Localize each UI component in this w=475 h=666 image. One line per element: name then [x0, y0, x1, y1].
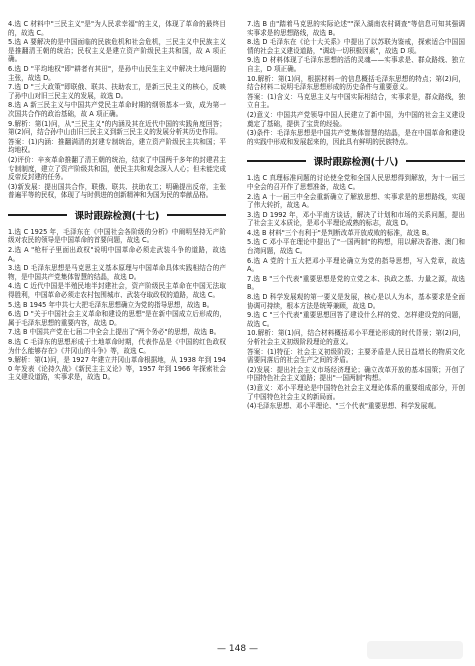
answer-entry: 8.选 D 科学发展观的第一要义是发展，核心是以人为本，基本要求是全面协调可持续，根本方法是统筹兼顾，故选 D。	[247, 293, 465, 310]
answer-entry: 6.选 D "平均地权"即"耕者有其田"，是孙中山民生主义中解决土地问题的主张，故选 D。	[8, 64, 226, 82]
left-column	[8, 20, 226, 383]
answer-entry: 8.选 A 新三民主义与中国共产党民主革命时期的纲领基本一致，成为第一次国共合作的政治基础，故 A 项正确。	[8, 101, 226, 118]
answer-entry: (3)意义：邓小平理论是中国特色社会主义理论体系的重要组成部分，开创了中国特色社会主义的新局面。	[247, 383, 465, 401]
answer-entry: 7.选 B 由"踏着马克思的实际论述""深入湖南农村调查"等信息可知其强调实事求是的思想路线，故选 B。	[247, 20, 465, 37]
answer-entry: 答案：(1)含义：马克思主义与中国实际相结合，实事求是，群众路线，独立自主。	[247, 92, 465, 110]
watermark-logo	[367, 641, 463, 659]
answer-entry: (2)发展：提出社会主义市场经济理论；确立改革开放的基本国策；开创了中国特色社会主义道路；提出"一国两制"构想。	[247, 365, 465, 383]
answer-entry: 1.选 C 1925 年，毛泽东在《中国社会各阶级的分析》中阐明坚持无产阶级对农民的领导是中国革命的首要问题，故选 C。	[8, 227, 226, 245]
page-number: — 148 —	[217, 644, 258, 654]
answer-entry: 5.选 B 1945 年中共七大把毛泽东思想确立为党的指导思想，故选 B。	[8, 300, 214, 309]
answer-entry: (2)意义：中国共产党领导中国人民建立了新中国，为中国的社会主义建设奠定了基础，提供了宝贵的经验。	[247, 110, 465, 128]
answer-entry: 9.解析：第(1)问，从"三民主义"的内涵及其在近代中国的实践角度回答；第(2)问，结合孙中山由旧三民主义到新三民主义的发展分析其历史作用。	[8, 119, 226, 137]
answer-entry: (2)评价：辛亥革命推翻了清王朝的统治，结束了中国两千多年的封建君主专制制度，建立了资产阶级共和国，使民主共和观念深入人心；但未能完成反帝反封建的任务。	[8, 155, 226, 182]
answer-entry: 9.解析：第(1)问，是 1927 年建立井冈山革命根据地，从 1938 年到 1940 年发表《论持久战》《新民主主义论》等，1957 年到 1966 年探索社会主义建设道路，实事求是，故选 D。	[8, 356, 226, 382]
answer-entry: 4.选 C 近代中国是半殖民地半封建社会，资产阶级民主革命在中国无法取得胜利，中国革命必须走农村包围城市、武装夺取政权的道路，故选 C。	[8, 282, 226, 300]
answer-entry: 10.解析：第(1)问，结合材料概括邓小平理论形成的时代背景；第(2)问，分析社会主义初级阶段理论的意义。	[247, 329, 465, 346]
answer-entry: 6.选 A 党的十五大把邓小平理论确立为党的指导思想，写入党章，故选 A。	[247, 256, 465, 274]
answer-entry: (3)新发展：提出国共合作，联俄、联共、扶助农工；明确提出反帝，主张普遍平等的民权，体现了与时俱进的创新精神和为国为民的奉献品格。	[8, 182, 226, 200]
answer-entry: (3)条件：毛泽东思想是中国共产党集体智慧的结晶，是在中国革命和建设的实践中形成和发展起来的，因此具有鲜明的民族特点。	[247, 129, 465, 146]
answer-entry: 6.选 D "关于中国社会主义革命和建设的思想"是在新中国成立后形成的，属于毛泽东思想的重要内容，故选 D。	[8, 310, 226, 327]
section-heading-17: 课时跟踪检测(十七)	[8, 208, 226, 222]
answer-entry: 8.选 D 毛泽东在《论十大关系》中提出了以苏联为鉴戒，探索适合中国国情的社会主义建设道路，"调动一切积极因素"，故选 D 项。	[247, 38, 465, 55]
answer-entry: 9.选 C "三个代表"重要思想回答了建设什么样的党、怎样建设党的问题，故选 C。	[247, 311, 465, 328]
right-column	[247, 20, 465, 412]
answer-entry: 7.选 B 中国共产党在七届二中全会上提出了"两个务必"的思想，故选 B。	[8, 328, 221, 337]
answer-entry: 2.选 A 十一届三中全会重新确立了解放思想、实事求是的思想路线，实现了伟大转折，故选 A。	[247, 192, 465, 210]
answer-entry: 10.解析：第(1)问，根据材料一的信息概括毛泽东思想的特点；第(2)问，结合材料二说明毛泽东思想形成的历史条件与重要意义。	[247, 74, 465, 92]
answer-entry: 7.选 D "三大政策"即联俄、联共、扶助农工，是新三民主义的核心，反映了孙中山对旧三民主义的发展，故选 D。	[8, 83, 226, 100]
answer-entry: 4.选 C 材料中"三民主义"是"为人民求幸福"的主义，体现了革命的最终目的，故选 C。	[8, 20, 226, 37]
section-heading-18: 课时跟踪检测(十八)	[247, 154, 465, 168]
answer-entry: 9.选 D 材料体现了毛泽东思想的活的灵魂——实事求是、群众路线、独立自主，D 项正确。	[247, 56, 465, 73]
answer-entry: 3.选 D 毛泽东思想是马克思主义基本原理与中国革命具体实践相结合的产物，是中国共产党集体智慧的结晶，故选 D。	[8, 264, 226, 281]
answer-entry: 答案：(1)内涵：推翻满清的封建专制统治，建立资产阶级民主共和国；平均地权。	[8, 137, 226, 155]
answer-entry: 1.选 C 真理标准问题的讨论使全党和全国人民思想得到解放，为十一届三中全会的召开作了思想准备，故选 C。	[247, 174, 465, 191]
answer-entry: (4)毛泽东思想、邓小平理论、"三个代表"重要思想、科学发展观。	[247, 402, 441, 411]
answer-entry: 答案：(1)特征：社会主义初级阶段；主要矛盾是人民日益增长的物质文化需要同落后的社会生产之间的矛盾。	[247, 347, 465, 365]
answer-entry: 8.选 C 毛泽东的思想形成于土地革命时期，代表作品是《中国的红色政权为什么能够存在》《井冈山的斗争》等，故选 C。	[8, 338, 226, 355]
answer-entry: 2.选 A "枪杆子里面出政权"说明中国革命必须走武装斗争的道路，故选 A。	[8, 246, 226, 263]
answer-entry: 7.选 B "三个代表"重要思想是党的立党之本、执政之基、力量之源，故选 B。	[247, 274, 465, 292]
answer-entry: 5.选 A 要解决的是中国面临的民族危机和社会危机，三民主义中民族主义是推翻清王朝的统治；民权主义是建立资产阶级民主共和国，故 A 项正确。	[8, 38, 226, 64]
answer-entry: 5.选 C 邓小平在理论中提出了"一国两制"的构想，用以解决香港、澳门和台湾问题，故选 C。	[247, 238, 465, 256]
answer-entry: 4.选 B 材料"三个有利于"是判断改革开放成败的标准，故选 B。	[247, 228, 433, 237]
answer-entry: 3.选 D 1992 年，邓小平南方谈话，解决了计划和市场的关系问题，提出了社会主义本质论，是邓小平理论成熟的标志，故选 D。	[247, 210, 465, 228]
